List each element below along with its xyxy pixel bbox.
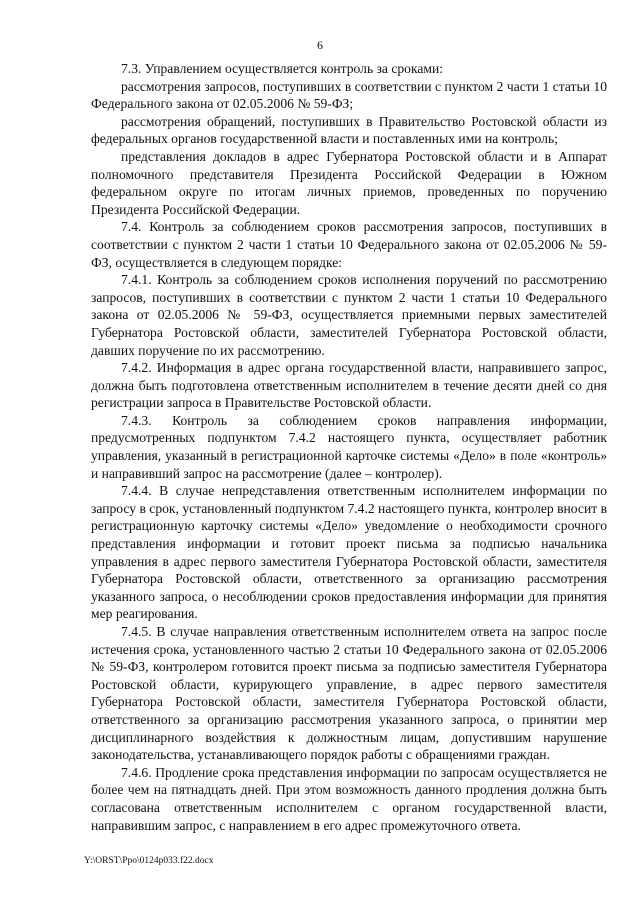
paragraph: 7.4.5. В случае направления ответственным исполнителем ответа на запрос после истечения срока, установленного частью 2 статьи 10 Федерального закона от 02.05.2006 № 59-ФЗ, контролером готовится проект письма за подписью заместителя Губернатора Ростовской области, курирующего управление, в адрес первого заместителя Губернатора Ростовской области, заместителя Губернатора Ростовской области, ответственного за организацию рассмотрения указанного запроса, о принятии мер дисциплинарного воздействия к должностным лицам, допустившим нарушение законодательства, устанавливающего порядок работы с обращениями граждан. (91, 624, 607, 763)
paragraph: рассмотрения запросов, поступивших в соответствии с пунктом 2 части 1 статьи 10 Федерального закона от 02.05.2006 № 59-ФЗ; (91, 78, 607, 112)
paragraph: 7.4.6. Продление срока представления информации по запросам осуществляется не более чем на пятнадцать дней. При этом возможность данного продления должна быть согласована ответственным исполнителем с органом государственной власти, направившим запрос, с направлением в его адрес промежуточного ответа. (91, 764, 607, 833)
footer-file-path: Y:\ORST\Ppo\0124p033.f22.docx (84, 856, 214, 866)
paragraph: 7.3. Управлением осуществляется контроль за сроками: (121, 61, 444, 76)
paragraph: 7.4. Контроль за соблюдением сроков рассмотрения запросов, поступивших в соответствии с пунктом 2 части 1 статьи 10 Федерального закона от 02.05.2006 № 59-ФЗ, осуществляется в следующем порядке: (91, 219, 607, 270)
paragraph: 7.4.3. Контроль за соблюдением сроков направления информации, предусмотренных подпунктом 7.4.2 настоящего пункта, осуществляет работник управления, указанный в регистрационной карточке системы «Дело» в поле «контроль» и направивший запрос на рассмотрение (далее – контролер). (91, 412, 607, 481)
document-body (91, 60, 607, 834)
paragraph: 7.4.2. Информация в адрес органа государственной власти, направившего запрос, должна быть подготовлена ответственным исполнителем в течение десяти дней со дня регистрации запроса в Правительстве Ростовской области. (91, 360, 607, 411)
page-number: 6 (317, 38, 323, 52)
paragraph: 7.4.4. В случае непредставления ответственным исполнителем информации по запросу в срок, установленный подпунктом 7.4.2 настоящего пункта, контролер вносит в регистрационную карточку системы «Дело» уведомление о необходимости срочного представления информации и готовит проект письма за подписью начальника управления в адрес первого заместителя Губернатора Ростовской области, заместителя Губернатора Ростовской области, ответственного за организацию рассмотрения указанного запроса, о несоблюдении сроков предоставления информации для принятия мер реагирования. (91, 483, 607, 622)
paragraph: рассмотрения обращений, поступивших в Правительство Ростовской области из федеральных органов государственной власти и поставленных ими на контроль; (91, 113, 607, 147)
paragraph: 7.4.1. Контроль за соблюдением сроков исполнения поручений по рассмотрению запросов, поступивших в соответствии с пунктом 2 части 1 статьи 10 Федерального закона от 02.05.2006 № 59-ФЗ, осуществляется приемными первых заместителей Губернатора Ростовской области, заместителей Губернатора Ростовской области, давших поручение по их рассмотрению. (91, 272, 607, 358)
paragraph: представления докладов в адрес Губернатора Ростовской области и в Аппарат полномочного представителя Президента Российской Федерации в Южном федеральном округе по итогам личных приемов, проведенных по поручению Президента Российской Федерации. (91, 148, 607, 217)
